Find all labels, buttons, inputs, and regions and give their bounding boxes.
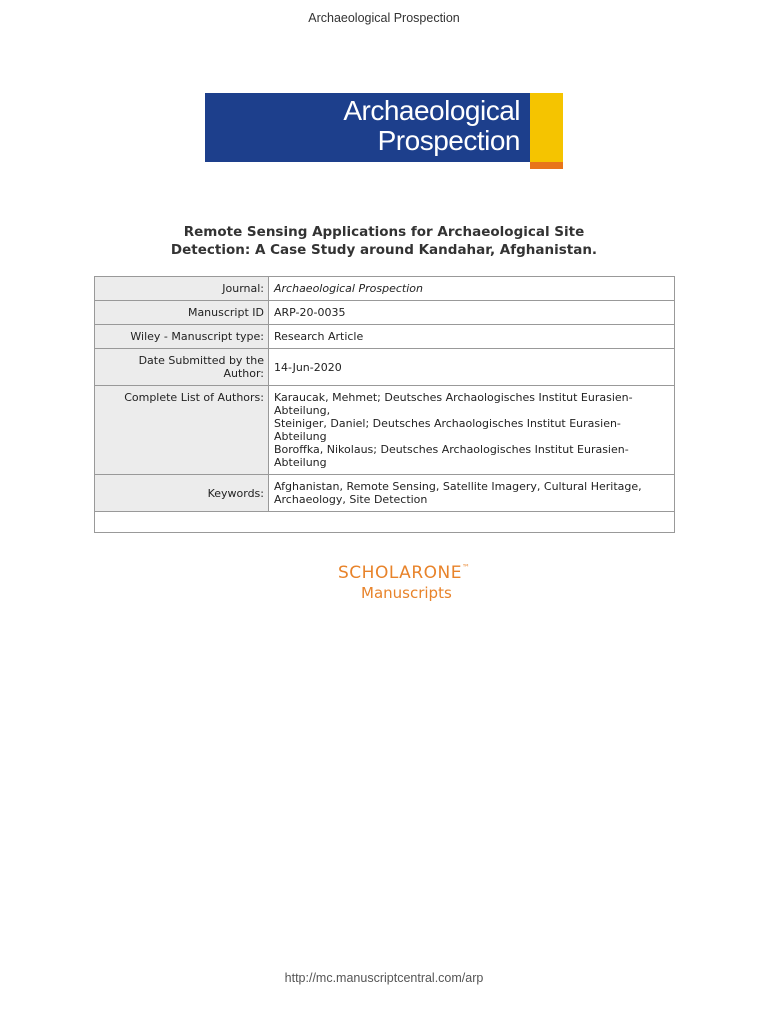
- date-label-line1: Date Submitted by the: [138, 354, 264, 367]
- keywords-label: Keywords:: [95, 475, 269, 512]
- keywords-line: Archaeology, Site Detection: [274, 493, 428, 506]
- paper-title-line1: Remote Sensing Applications for Archaeological Site: [183, 224, 585, 240]
- trademark-symbol: ™: [461, 563, 470, 572]
- table-row: [95, 386, 675, 475]
- author-line: Boroffka, Nikolaus; Deutsches Archaologisches Institut Eurasien-: [274, 443, 629, 456]
- scholarone-brand: SCHOLARONE: [338, 563, 462, 583]
- table-row: [95, 349, 675, 386]
- scholarone-product: Manuscripts: [361, 584, 452, 602]
- banner-yellow-block: [530, 93, 563, 162]
- paper-title-line2: Detection: A Case Study around Kandahar, Afghanistan.: [170, 242, 598, 258]
- keywords-line: Afghanistan, Remote Sensing, Satellite Imagery, Cultural Heritage,: [274, 480, 642, 493]
- author-line: Karaucak, Mehmet; Deutsches Archaologisches Institut Eurasien-: [274, 391, 633, 404]
- banner-text-line2: Prospection: [377, 125, 520, 156]
- empty-cell: [95, 512, 675, 533]
- manuscript-type-value: Research Article: [269, 325, 675, 349]
- date-label-line2: Author:: [223, 367, 264, 380]
- banner-orange-strip: [530, 162, 563, 169]
- manuscript-type-label: Wiley - Manuscript type:: [95, 325, 269, 349]
- banner-text-line1: Archaeological: [343, 95, 520, 126]
- paper-title: [0, 223, 768, 259]
- submission-metadata-table: [94, 276, 675, 533]
- running-header: Archaeological Prospection: [308, 11, 460, 25]
- keywords-value: [269, 475, 675, 512]
- manuscript-id-value: ARP-20-0035: [269, 301, 675, 325]
- date-submitted-value: 14-Jun-2020: [269, 349, 675, 386]
- authors-label: Complete List of Authors:: [95, 386, 269, 475]
- table-row: [95, 277, 675, 301]
- journal-value: Archaeological Prospection: [269, 277, 675, 301]
- table-row-empty: [95, 512, 675, 533]
- date-submitted-label: [95, 349, 269, 386]
- table-row: [95, 301, 675, 325]
- author-line: Steiniger, Daniel; Deutsches Archaologisches Institut Eurasien-Abteilung: [274, 417, 621, 443]
- table-row: [95, 325, 675, 349]
- author-line: Abteilung,: [274, 404, 331, 417]
- scholarone-logo: [338, 563, 470, 602]
- table-row: [95, 475, 675, 512]
- manuscript-id-label: Manuscript ID: [95, 301, 269, 325]
- journal-label: Journal:: [95, 277, 269, 301]
- authors-value: [269, 386, 675, 475]
- author-line: Abteilung: [274, 456, 327, 469]
- journal-banner-logo: [205, 93, 563, 169]
- footer-url: http://mc.manuscriptcentral.com/arp: [284, 971, 484, 985]
